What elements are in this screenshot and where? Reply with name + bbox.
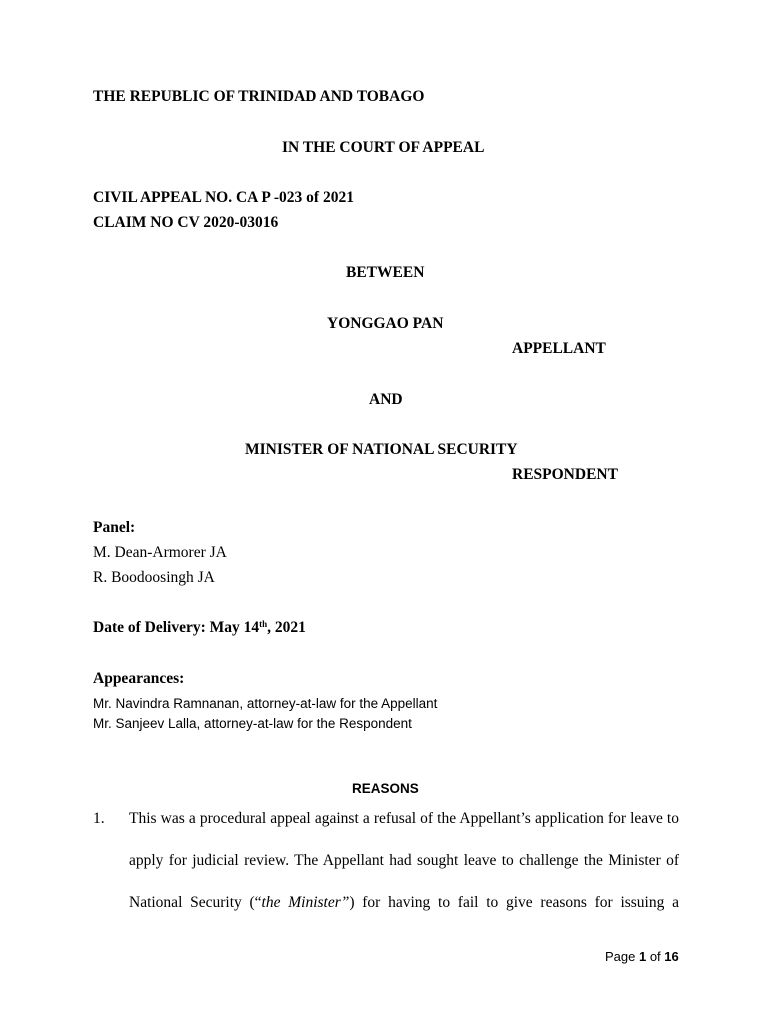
and-label: AND	[369, 391, 403, 408]
paragraph-line-3	[129, 895, 679, 911]
respondent-name: MINISTER OF NATIONAL SECURITY	[245, 441, 518, 458]
delivery-year: , 2021	[267, 619, 306, 636]
date-of-delivery	[93, 620, 306, 636]
panel-judge-2: R. Boodoosingh JA	[93, 569, 215, 586]
paragraph-line-3-end: ) for having to fail to give reasons for issuing a	[349, 894, 679, 911]
appearances-heading: Appearances:	[93, 670, 185, 687]
paragraph-line-2: apply for judicial review. The Appellant had sought leave to challenge the Minister of	[129, 852, 679, 869]
court-heading: IN THE COURT OF APPEAL	[282, 139, 485, 156]
civil-appeal-number: CIVIL APPEAL NO. CA P -023 of 2021	[93, 189, 354, 206]
reasons-heading: REASONS	[352, 781, 419, 796]
paragraph-line-3-start: National Security (“	[129, 894, 262, 911]
paragraph-line-1: This was a procedural appeal against a refusal of the Appellant’s application for leave to	[129, 810, 679, 827]
panel-heading: Panel:	[93, 519, 136, 536]
page-number-footer	[605, 950, 679, 963]
appellant-role: APPELLANT	[512, 340, 606, 357]
total-pages: 16	[664, 949, 679, 964]
delivery-suffix: th	[259, 619, 268, 629]
between-label: BETWEEN	[346, 264, 425, 281]
page-word: Page	[605, 949, 639, 964]
current-page: 1	[638, 949, 647, 964]
claim-number: CLAIM NO CV 2020-03016	[93, 214, 279, 231]
panel-judge-1: M. Dean-Armorer JA	[93, 544, 227, 561]
republic-heading: THE REPUBLIC OF TRINIDAD AND TOBAGO	[93, 88, 425, 105]
respondent-role: RESPONDENT	[512, 466, 618, 483]
appearance-respondent: Mr. Sanjeev Lalla, attorney-at-law for the Respondent	[93, 716, 412, 731]
of-word: of	[646, 949, 665, 964]
appearance-appellant: Mr. Navindra Ramnanan, attorney-at-law for the Appellant	[93, 696, 438, 711]
delivery-label: Date of Delivery: May 14	[93, 619, 260, 636]
minister-definition: the Minister”	[261, 894, 350, 911]
appellant-name: YONGGAO PAN	[327, 315, 444, 332]
paragraph-number: 1.	[93, 810, 105, 827]
